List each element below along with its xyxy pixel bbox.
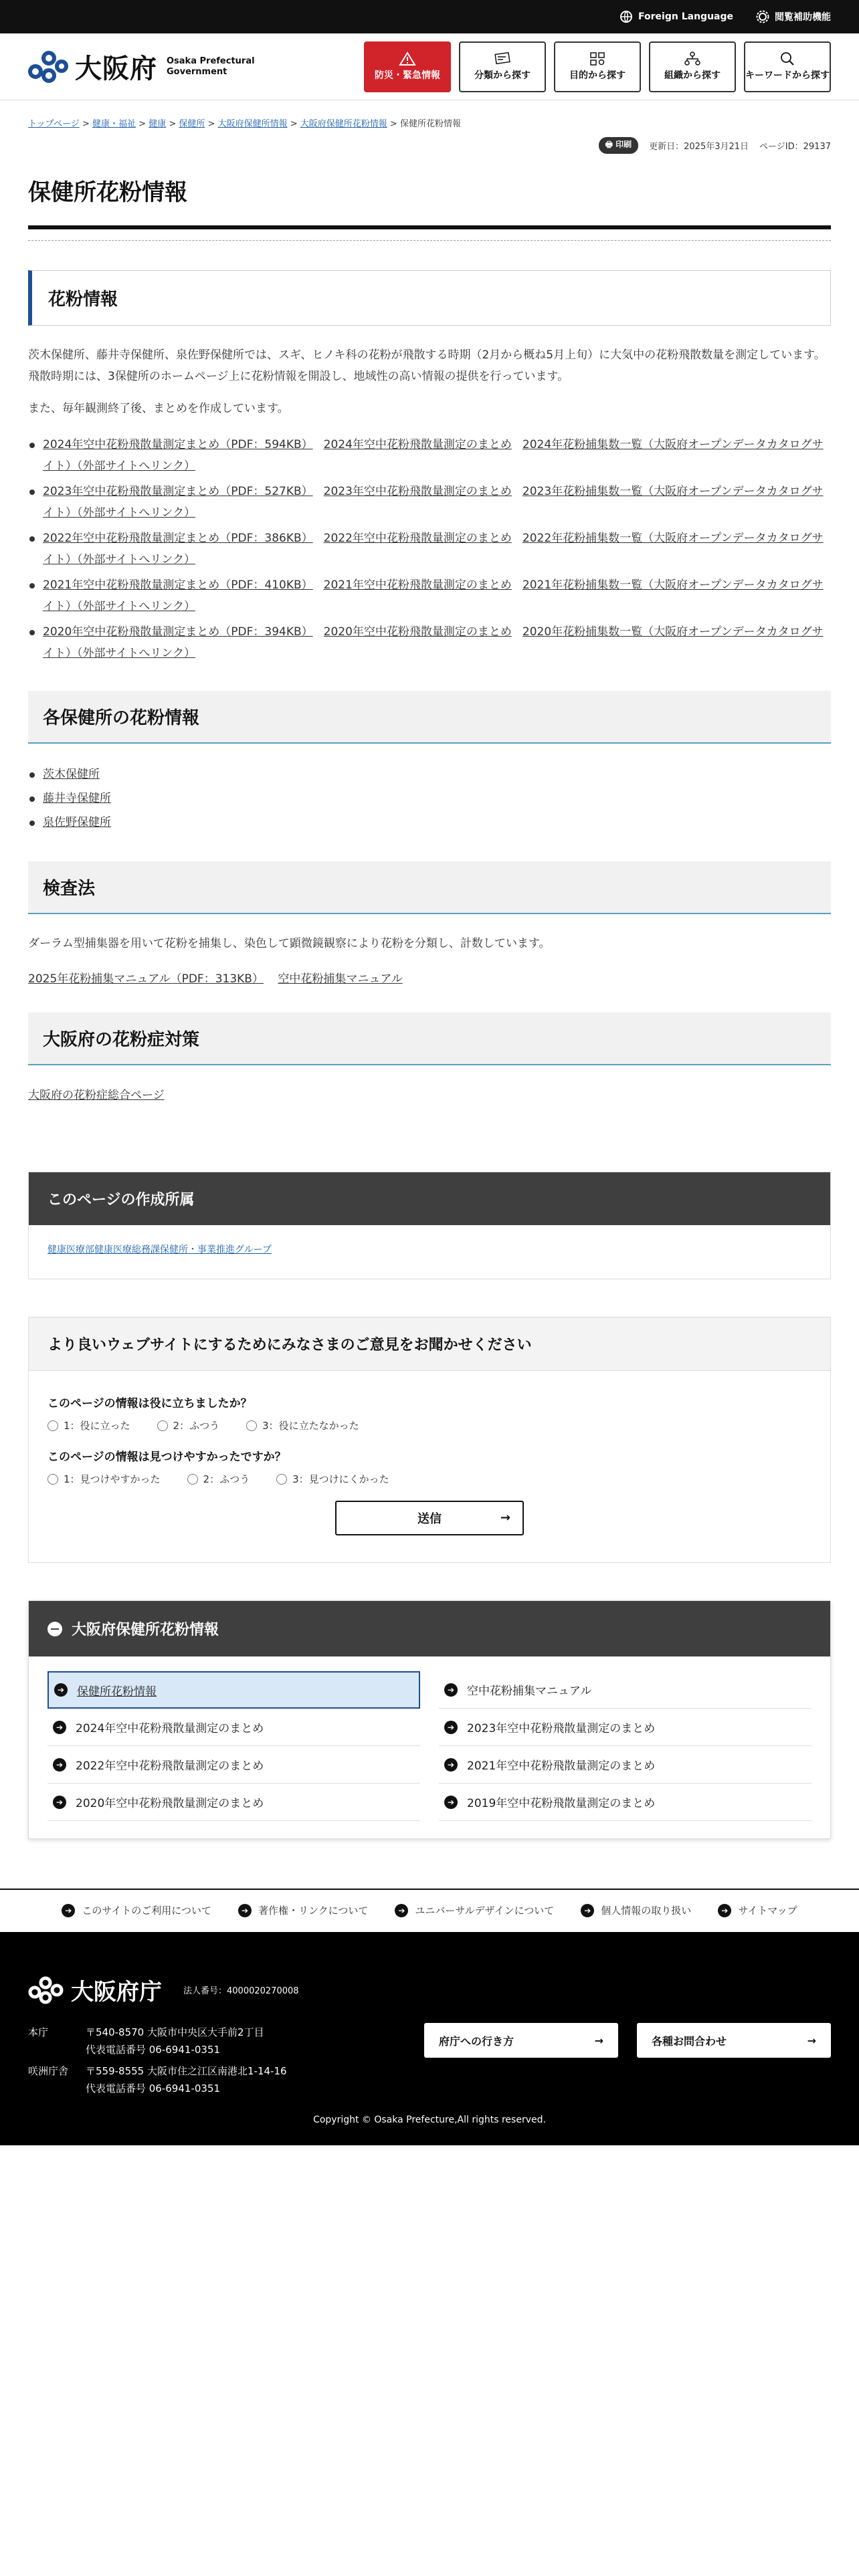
logo-english-line2: Government [167, 66, 227, 77]
page-meta [0, 137, 859, 154]
manual-link[interactable]: 空中花粉捕集マニュアル [278, 972, 403, 986]
local-nav-item-current[interactable] [47, 1671, 420, 1709]
health-center-link[interactable]: 藤井寺保健所 [43, 792, 111, 805]
breadcrumb-link[interactable]: トップページ [28, 119, 80, 129]
corporate-number: 法人番号：4000020270008 [183, 1986, 299, 1996]
category-search-button[interactable] [459, 41, 546, 92]
foreign-language-label: Foreign Language [638, 11, 733, 22]
list-item [28, 786, 831, 811]
local-nav-item[interactable] [47, 1746, 420, 1784]
radio-option[interactable] [276, 1472, 389, 1486]
footer-link-label: このサイトのご利用について [82, 1905, 211, 1917]
page-id: ページID：29137 [759, 142, 831, 152]
arrow-circle-icon: ➔ [395, 1904, 408, 1917]
site-logo[interactable] [28, 47, 255, 86]
arrow-circle-icon: ➔ [444, 1683, 458, 1697]
open-data-link[interactable]: 2022年花粉捕集数一覧（大阪府オープンデータカタログサイト）（外部サイトへリンク） [43, 532, 824, 566]
hay-fever-page-link[interactable]: 大阪府の花粉症総合ページ [28, 1089, 165, 1102]
breadcrumb: トップページ > 健康・福祉 > 健康 > 保健所 > 大阪府保健所情報 > 大阪府保健所花粉情報 > 保健所花粉情報 [28, 119, 461, 129]
open-data-link[interactable]: 2020年花粉捕集数一覧（大阪府オープンデータカタログサイト）（外部サイトへリンク） [43, 625, 824, 660]
local-nav-label: 2021年空中花粉飛散量測定のまとめ [467, 1759, 656, 1773]
local-nav-item[interactable] [47, 1709, 420, 1746]
footer-link-label: ユニバーサルデザインについて [415, 1905, 555, 1917]
arrow-circle-icon: ➔ [718, 1904, 731, 1917]
warning-icon [399, 51, 416, 66]
radio-button[interactable] [246, 1420, 257, 1431]
office-address: 〒540-8570 大阪市中央区大手前2丁目 [86, 2026, 264, 2038]
survey-heading: より良いウェブサイトにするためにみなさまのご意見をお聞かせください [29, 1317, 830, 1371]
breadcrumb-link[interactable]: 大阪府保健所花粉情報 [300, 119, 387, 129]
arrow-circle-icon: ➔ [54, 1683, 68, 1697]
emergency-info-label: 防災・緊急情報 [375, 70, 440, 81]
open-data-link[interactable]: 2023年花粉捕集数一覧（大阪府オープンデータカタログサイト）（外部サイトへリンク） [43, 485, 824, 520]
organization-icon [684, 51, 701, 66]
purpose-search-label: 目的から探す [569, 70, 626, 81]
category-search-label: 分類から探す [474, 70, 531, 81]
pdf-report-link[interactable]: 2020年空中花粉飛散量測定まとめ（PDF：394KB） [43, 625, 313, 639]
manual-links [28, 969, 831, 986]
osaka-logo-icon [28, 1976, 64, 2004]
radio-button[interactable] [187, 1474, 198, 1485]
list-item [28, 811, 831, 835]
submit-label: 送信 [417, 1512, 442, 1526]
arrow-circle-icon: ➔ [53, 1721, 66, 1734]
local-nav-item[interactable] [439, 1784, 812, 1821]
list-item [28, 481, 831, 524]
health-center-link[interactable]: 茨木保健所 [43, 768, 100, 781]
summary-link[interactable]: 2024年空中花粉飛散量測定のまとめ [323, 438, 512, 451]
office-label: 咲洲庁舎 [28, 2065, 69, 2077]
radio-label: 1：見つけやすかった [64, 1473, 161, 1485]
local-nav-label: 2020年空中花粉飛散量測定のまとめ [76, 1797, 264, 1810]
question-usefulness: このページの情報は役に立ちましたか？ [47, 1397, 252, 1410]
accessibility-label: 閲覧補助機能 [775, 12, 831, 23]
copyright: Copyright © Osaka Prefecture,All rights reserved. [313, 2115, 546, 2125]
arrow-circle-icon: ➔ [62, 1904, 75, 1917]
health-center-link[interactable]: 泉佐野保健所 [43, 816, 111, 829]
question-findability: このページの情報は見つけやすかったですか？ [47, 1451, 286, 1464]
footer-link[interactable] [581, 1903, 691, 1917]
main-content [0, 174, 859, 1839]
footer-link[interactable] [718, 1903, 797, 1917]
print-button[interactable]: 🖶 印刷 [599, 137, 639, 154]
office-label: 本庁 [28, 2026, 49, 2038]
list-item [28, 762, 831, 786]
local-nav-item[interactable] [47, 1784, 420, 1821]
submit-button[interactable] [335, 1501, 524, 1535]
local-nav-heading[interactable] [29, 1601, 830, 1656]
intro-paragraph: 茨木保健所、藤井寺保健所、泉佐野保健所では、スギ、ヒノキ科の花粉が飛散する時期（2月から概ね5月上旬）に大気中の花粉飛散数量を測定しています。飛散時期には、3保健所のホームページ上に花粉情報を開設し、地域性の高い情報の提供を行っています。 [28, 348, 826, 383]
method-text: ダーラム型捕集器を用いて花粉を捕集し、染色して顕微鏡観察により花粉を分類し、計数しています。 [28, 937, 551, 950]
radio-button[interactable] [47, 1474, 58, 1485]
pdf-report-link[interactable]: 2024年空中花粉飛散量測定まとめ（PDF：594KB） [43, 438, 313, 451]
list-item [28, 574, 831, 617]
local-nav-menu [28, 1600, 831, 1839]
arrow-right-icon: → [807, 2034, 816, 2047]
department-body [29, 1225, 830, 1279]
globe-icon [619, 10, 633, 23]
local-nav-label: 2023年空中花粉飛散量測定のまとめ [467, 1722, 656, 1735]
radio-option[interactable] [187, 1472, 250, 1486]
footer-logo-text: 大阪府庁 [71, 1979, 162, 2006]
radio-button[interactable] [276, 1474, 287, 1485]
manual-pdf-link[interactable]: 2025年花粉捕集マニュアル（PDF：313KB） [28, 972, 264, 986]
breadcrumb-link[interactable]: 大阪府保健所情報 [217, 119, 288, 129]
keyword-search-label: キーワードから探す [745, 70, 830, 81]
print-label: 印刷 [615, 140, 632, 149]
findability-options [47, 1472, 812, 1486]
summary-note: また、毎年観測終了後、まとめを作成しています。 [28, 402, 289, 415]
office-phone: 代表電話番号 06-6941-0351 [86, 2044, 221, 2056]
open-data-link[interactable]: 2021年花粉捕集数一覧（大阪府オープンデータカタログサイト）（外部サイトへリンク） [43, 578, 824, 613]
survey-body [29, 1371, 830, 1562]
local-nav-label: 空中花粉捕集マニュアル [467, 1685, 592, 1698]
arrow-right-icon: → [500, 1511, 510, 1525]
breadcrumb-link[interactable]: 健康・福祉 [92, 119, 136, 129]
arrow-circle-icon: ➔ [444, 1758, 458, 1772]
arrow-circle-icon: ➔ [581, 1904, 594, 1917]
radio-label: 3：見つけにくかった [292, 1473, 389, 1485]
feedback-survey [28, 1317, 831, 1563]
footer-link-label: サイトマップ [738, 1905, 797, 1917]
accessibility-link[interactable] [756, 10, 831, 23]
site-footer [0, 1932, 859, 2145]
gear-icon [756, 10, 769, 23]
local-nav-items [29, 1656, 830, 1838]
foreign-language-link[interactable] [619, 10, 733, 23]
open-data-link[interactable]: 2024年花粉捕集数一覧（大阪府オープンデータカタログサイト）（外部サイトへリンク） [43, 438, 824, 473]
utility-bar [0, 0, 859, 33]
list-item [28, 434, 831, 477]
radio-option[interactable] [246, 1418, 359, 1432]
footer-link-label: 個人情報の取り扱い [601, 1905, 692, 1917]
local-nav-item[interactable] [439, 1746, 812, 1784]
department-link[interactable]: 健康医療部健康医療総務課保健所・事業推進グループ [47, 1245, 272, 1255]
access-button[interactable] [424, 2023, 618, 2058]
radio-option[interactable] [47, 1418, 130, 1432]
usefulness-options [47, 1418, 812, 1432]
measures-links [28, 1085, 831, 1102]
office-phone: 代表電話番号 06-6941-0351 [86, 2082, 221, 2095]
local-nav-item[interactable] [439, 1671, 812, 1709]
radio-button[interactable] [157, 1420, 168, 1431]
updated-date: 更新日：2025年3月21日 [649, 142, 749, 152]
arrow-right-icon: → [594, 2034, 603, 2047]
local-nav-label: 2019年空中花粉飛散量測定のまとめ [467, 1797, 656, 1810]
department-box [28, 1172, 831, 1279]
purpose-search-button[interactable] [554, 41, 641, 92]
divider [28, 240, 831, 241]
arrow-circle-icon: ➔ [53, 1758, 66, 1772]
footer-links [0, 1889, 859, 1932]
health-center-list [28, 762, 831, 835]
department-heading: このページの作成所属 [29, 1172, 830, 1225]
local-nav-title: 大阪府保健所花粉情報 [72, 1622, 219, 1638]
list-item [28, 621, 831, 664]
section-heading-measures: 大阪府の花粉症対策 [28, 1012, 831, 1065]
site-header [0, 33, 859, 100]
contact-label: 各種お問合わせ [652, 2034, 727, 2048]
summary-link[interactable]: 2023年空中花粉飛散量測定のまとめ [323, 485, 512, 498]
breadcrumb-link[interactable]: 健康 [149, 119, 167, 129]
arrow-circle-icon: ➔ [444, 1721, 458, 1734]
footer-link[interactable] [238, 1903, 368, 1917]
search-icon [779, 51, 796, 66]
radio-label: 3：役に立たなかった [262, 1420, 359, 1432]
logo-text: 大阪府 [75, 53, 157, 84]
pdf-report-link[interactable]: 2021年空中花粉飛散量測定まとめ（PDF：410KB） [43, 578, 313, 592]
summary-link[interactable]: 2020年空中花粉飛散量測定のまとめ [323, 625, 512, 639]
category-icon [494, 51, 511, 66]
footer-link[interactable] [62, 1903, 211, 1917]
footer-logo [28, 1973, 831, 2006]
radio-label: 2：ふつう [173, 1420, 220, 1432]
local-nav-label: 保健所花粉情報 [77, 1685, 157, 1699]
local-nav-item[interactable] [439, 1709, 812, 1746]
page-title: 保健所花粉情報 [28, 174, 831, 229]
organization-search-label: 組織から探す [664, 70, 721, 81]
section-heading-health-centers: 各保健所の花粉情報 [28, 691, 831, 744]
arrow-circle-icon: ➔ [53, 1796, 66, 1809]
pdf-report-link[interactable]: 2023年空中花粉飛散量測定まとめ（PDF：527KB） [43, 485, 313, 498]
access-label: 府庁への行き方 [439, 2034, 514, 2048]
radio-button[interactable] [47, 1420, 58, 1431]
global-nav [364, 41, 831, 92]
collapse-icon [47, 1622, 62, 1636]
contact-button[interactable] [637, 2023, 831, 2058]
radio-option[interactable] [47, 1472, 161, 1486]
yearly-report-list [28, 434, 831, 664]
purpose-icon [589, 51, 606, 66]
footer-link-label: 著作権・リンクについて [258, 1905, 369, 1917]
footer-link[interactable] [395, 1903, 554, 1917]
arrow-circle-icon: ➔ [444, 1796, 458, 1809]
radio-option[interactable] [157, 1418, 220, 1432]
radio-label: 2：ふつう [203, 1473, 250, 1485]
osaka-logo-icon [28, 51, 70, 83]
pdf-report-link[interactable]: 2022年空中花粉飛散量測定まとめ（PDF：386KB） [43, 532, 313, 545]
section-heading-pollen-info: 花粉情報 [28, 270, 831, 326]
breadcrumb-current: 保健所花粉情報 [399, 119, 461, 129]
breadcrumb-link[interactable]: 保健所 [179, 119, 205, 129]
list-item [28, 528, 831, 570]
arrow-circle-icon: ➔ [238, 1904, 252, 1917]
local-nav-label: 2024年空中花粉飛散量測定のまとめ [76, 1722, 264, 1735]
emergency-info-button[interactable] [364, 41, 451, 92]
logo-english [167, 56, 255, 78]
summary-link[interactable]: 2021年空中花粉飛散量測定のまとめ [323, 578, 512, 592]
office-address: 〒559-8555 大阪市住之江区南港北1-14-16 [86, 2065, 287, 2077]
local-nav-label: 2022年空中花粉飛散量測定のまとめ [76, 1759, 264, 1773]
section-heading-method: 検査法 [28, 861, 831, 914]
footer-buttons [424, 2023, 831, 2058]
radio-label: 1：役に立った [64, 1420, 130, 1432]
keyword-search-button[interactable] [744, 41, 831, 92]
logo-english-line1: Osaka Prefectural [167, 56, 255, 66]
organization-search-button[interactable] [649, 41, 736, 92]
summary-link[interactable]: 2022年空中花粉飛散量測定のまとめ [323, 532, 512, 545]
